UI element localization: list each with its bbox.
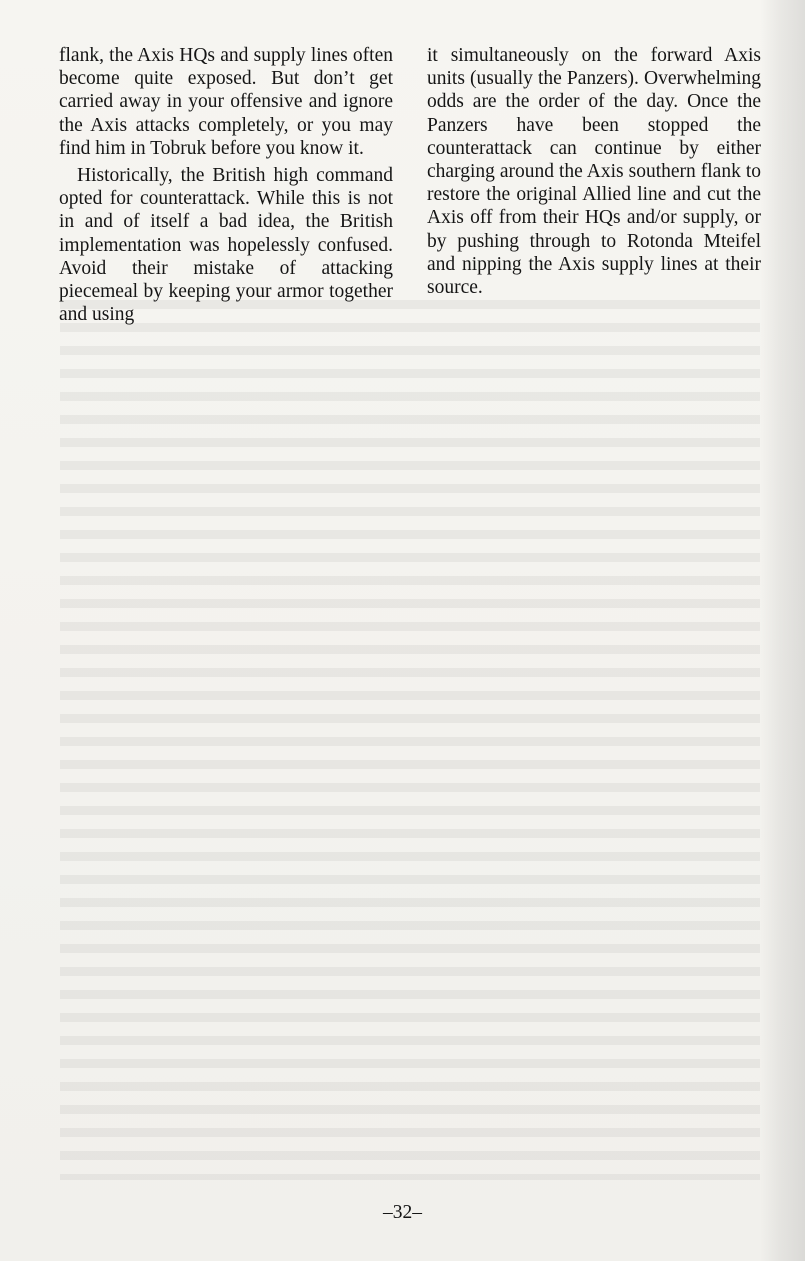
right-text-column (427, 44, 761, 299)
left-text-column (59, 44, 393, 326)
left-paragraph-1: flank, the Axis HQs and supply lines often become quite exposed. But don’t get carried away in your offensive and ignore the Axis attacks completely, or you may find him in Tobruk before you know it. (59, 45, 393, 159)
left-paragraph-2: Historically, the British high command opted for counterattack. While this is not in and of itself a bad idea, the British implementation was hopelessly confused. Avoid their mistake of attacking piecemeal by keeping your armor together and using (59, 165, 393, 326)
bleed-through-texture (60, 300, 760, 1180)
right-paragraph-1: it simultaneously on the forward Axis units (usually the Panzers). Overwhelming odds are the order of the day. Once the Panzers have been stopped the counterattack can continue by either charging around the Axis southern flank to restore the original Allied line and cut the Axis off from their HQs and/or supply, or by pushing through to Rotonda Mteifel and nipping the Axis supply lines at their source. (427, 45, 761, 299)
page-number: –32– (383, 1202, 422, 1223)
